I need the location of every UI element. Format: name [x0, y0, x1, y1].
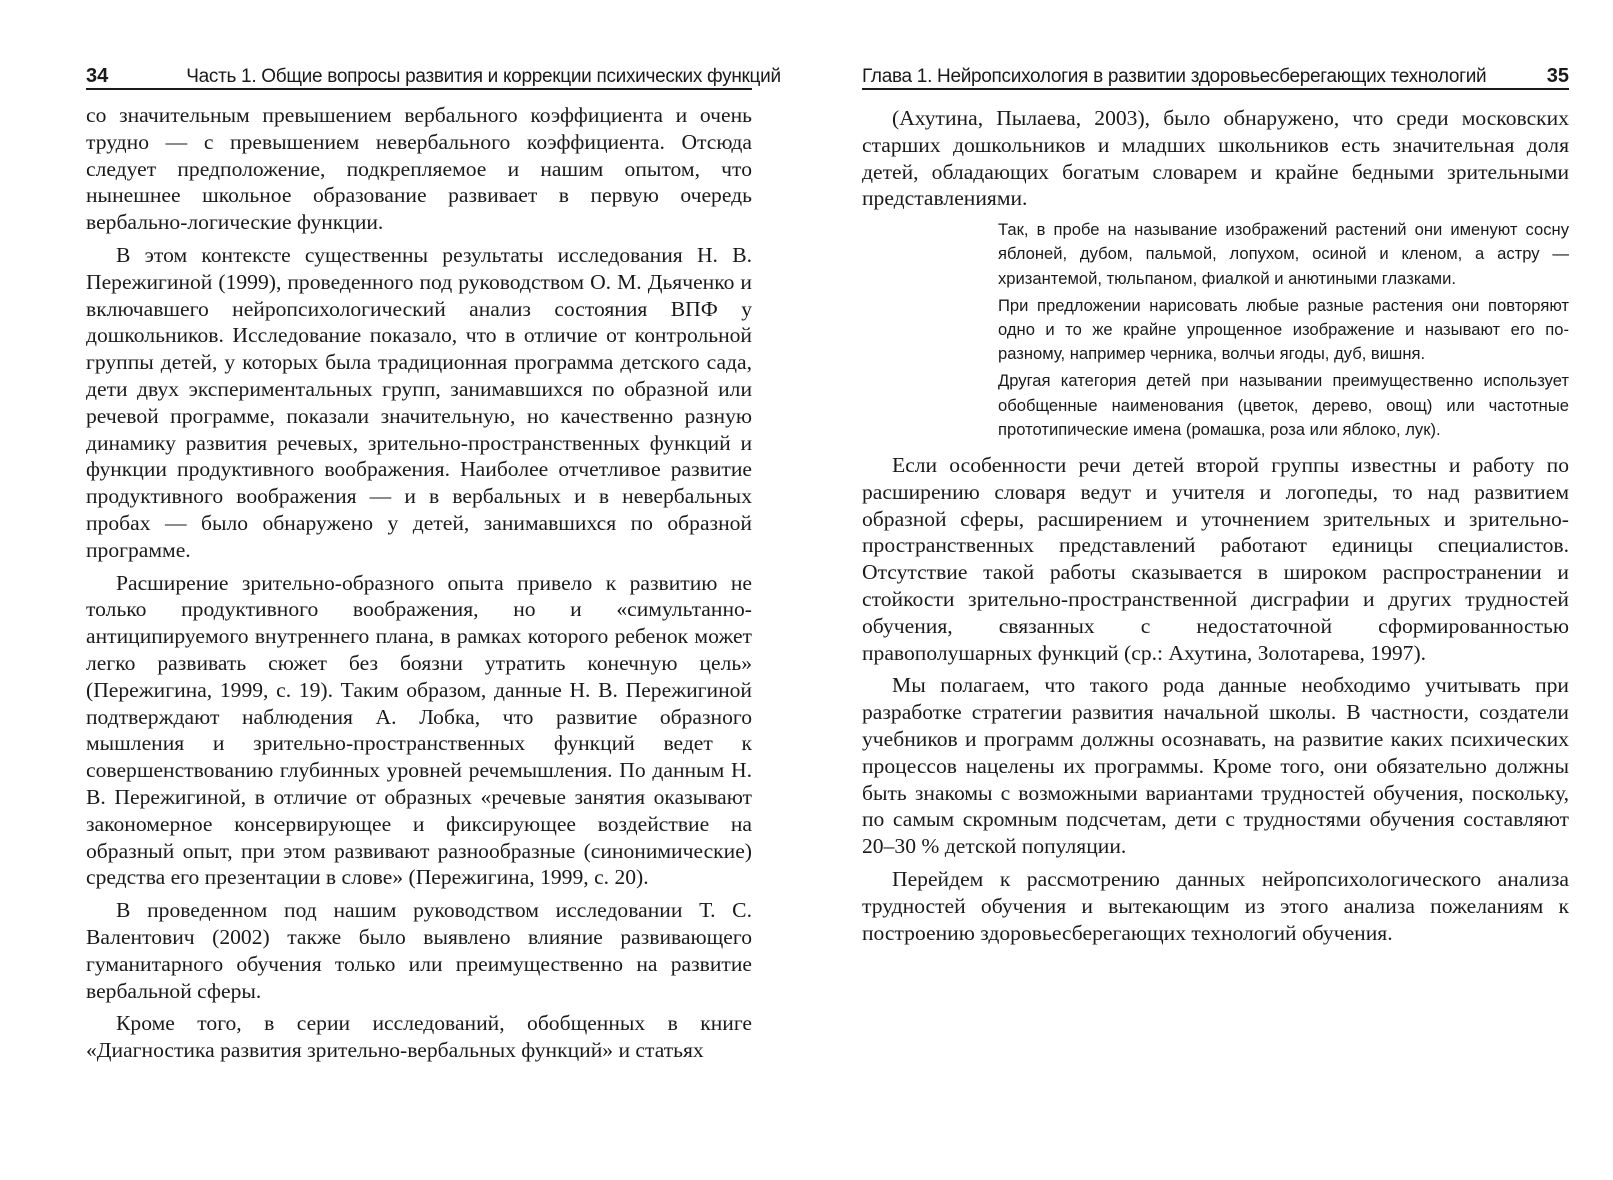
example-paragraph: При предложении нарисовать любые разные растения они повторяют одно и то же крайне упрощенное изображение и называют его по-разному, например черника, волчьи ягоды, дуб, вишня.: [998, 295, 1569, 364]
paragraph: Кроме того, в серии исследований, обобщенных в книге «Диагностика развития зрительно-вербальных функций» и статьях: [86, 1011, 752, 1063]
paragraph: Перейдем к рассмотрению данных нейропсихологического анализа трудностей обучения и вытекающим из этого анализа пожеланиям к построению здоровьесберегающих технологий обучения.: [862, 866, 1569, 945]
example-paragraph: Другая категория детей при назывании преимущественно использует обобщенные наименования (цветок, дерево, овощ) или частотные прототипические имена (ромашка, роза или яблоко, лук).: [998, 371, 1569, 439]
page-number: 35: [1546, 65, 1569, 87]
example-paragraph: Так, в пробе на называние изображений растений они именуют сосну яблоней, дубом, пальмой, лопухом, осиной и кленом, а астру — хризантемой, тюльпаном, фиалкой и анютиными глазками.: [998, 220, 1569, 288]
left-page-body: [86, 102, 752, 1070]
example-block: [998, 218, 1569, 442]
paragraph: со значительным превышением вербального коэффициента и очень трудно — с превышением невербального коэффициента. Отсюда следует предположение, подкрепляемое и нашим опытом, что нынешнее школьное образование развивает в первую очередь вербально-логические функции.: [86, 103, 752, 235]
right-page: [806, 0, 1613, 1180]
left-page-header: [86, 58, 781, 90]
left-page: [0, 0, 806, 1180]
paragraph: В проведенном под нашим руководством исследовании Т. С. Валентович (2002) также было выявлено влияние развивающего гуманитарного обучения только или преимущественно на развитие вербальной сферы.: [86, 898, 752, 1003]
right-page-body: [862, 105, 1569, 952]
running-title: Часть 1. Общие вопросы развития и коррекции психических функций: [186, 66, 781, 87]
right-page-header: [862, 58, 1569, 90]
paragraph: Расширение зрительно-образного опыта привело к развитию не только продуктивного воображения, но и «симультанно-антиципируемого внутреннего плана, в рамках которого ребенок может легко развивать сюжет без боязни утратить конечную цель» (Пережигина, 1999, с. 19). Таким образом, данные Н. В. Пережигиной подтверждают наблюдения А. Лобка, что развитие образного мышления и зрительно-пространственных функций ведет к совершенствованию глубинных уровней речемышления. По данным Н. В. Пережигиной, в отличие от образных «речевые занятия оказывают закономерное консервирующее и фиксирующее воздействие на образный опыт, при этом развивают разнообразные (синонимические) средства его презентации в слове» (Пережигина, 1999, с. 20).: [86, 570, 752, 890]
paragraph: (Ахутина, Пылаева, 2003), было обнаружено, что среди московских старших дошкольников и младших школьников есть значительная доля детей, обладающих богатым словарем и крайне бедными зрительными представлениями.: [862, 106, 1569, 211]
running-title: Глава 1. Нейропсихология в развитии здоровьесберегающих технологий: [862, 66, 1487, 87]
paragraph: Если особенности речи детей второй группы известны и работу по расширению словаря ведут и учителя и логопеды, то над развитием образной сферы, расширением и уточнением зрительных и зрительно-пространственных представлений работают единицы специалистов. Отсутствие такой работы сказывается в широком распространении и стойкости зрительно-пространственной дисграфии и других трудностей обучения, связанных с недостаточной сформированностью правополушарных функций (ср.: Ахутина, Золотарева, 1997).: [862, 453, 1569, 665]
page-number: 34: [86, 65, 109, 87]
paragraph: В этом контексте существенны результаты исследования Н. В. Пережигиной (1999), проведенного под руководством О. М. Дьяченко и включавшего нейропсихологический анализ состояния ВПФ у дошкольников. Исследование показало, что в отличие от контрольной группы детей, у которых была традиционная программа детского сада, дети двух экспериментальных групп, занимавшихся по образной или речевой программе, показали значительную, но качественно разную динамику развития речевых, зрительно-пространственных функций и функции продуктивного воображения. Наиболее отчетливое развитие продуктивного воображения — и в вербальных и в невербальных пробах — было обнаружено у детей, занимавшихся по образной программе.: [86, 242, 752, 562]
paragraph: Мы полагаем, что такого рода данные необходимо учитывать при разработке стратегии развития начальной школы. В частности, создатели учебников и программ должны осознавать, на развитие каких психических процессов нацелены их программы. Кроме того, они обязательно должны быть знакомы с возможными вариантами трудностей обучения, поскольку, по самым скромным подсчетам, дети с трудностями обучения составляют 20–30 % детской популяции.: [862, 673, 1569, 859]
